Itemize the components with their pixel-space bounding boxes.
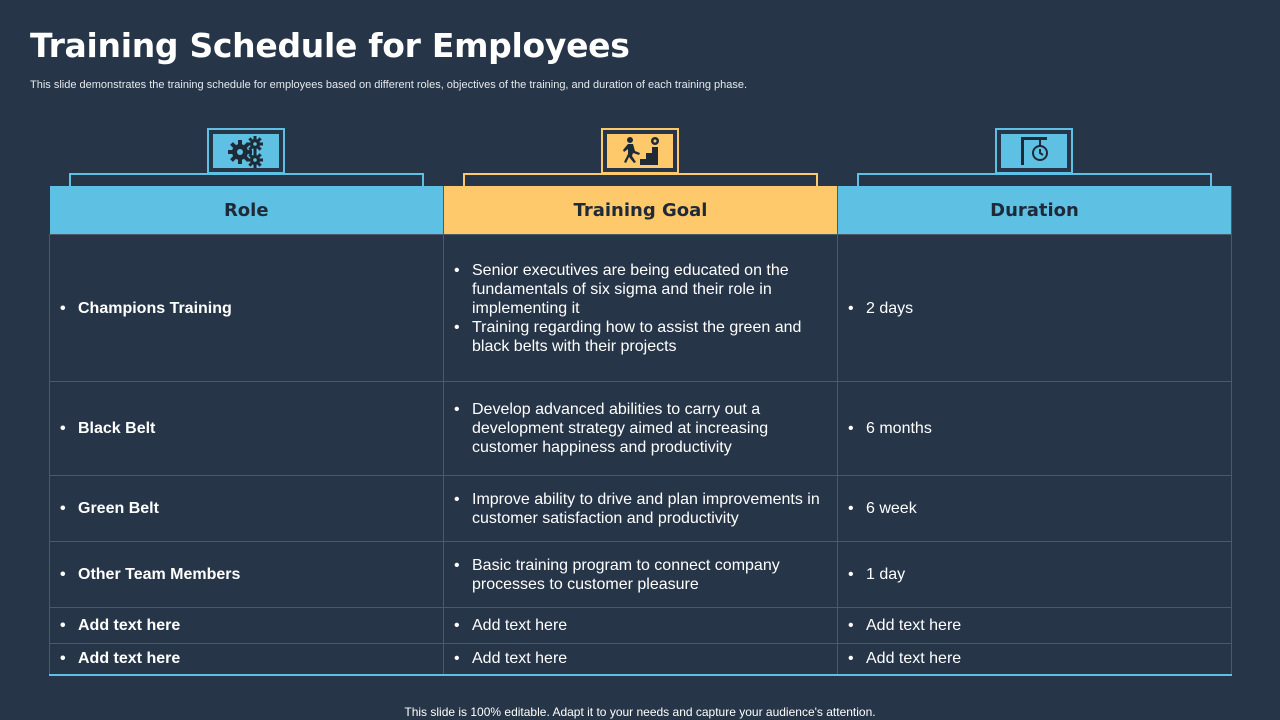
table-row xyxy=(50,608,1232,644)
duration-icon-area xyxy=(857,128,1212,186)
duration-cell xyxy=(838,235,1232,382)
footer-note: This slide is 100% editable. Adapt it to your needs and capture your audience's attention. xyxy=(404,705,876,719)
duration-text: • 1 day xyxy=(866,565,1219,584)
person-climbing-stairs-icon xyxy=(620,135,660,167)
table-row xyxy=(50,542,1232,608)
goal-text: • Senior executives are being educated on the fundamentals of six sigma and their role in implementing it xyxy=(472,261,825,318)
hanging-clock-sign-icon xyxy=(1017,135,1051,167)
goal-cell xyxy=(444,235,838,382)
duration-cell xyxy=(838,608,1232,644)
table-row xyxy=(50,382,1232,476)
role-cell xyxy=(50,476,444,542)
table-header-row xyxy=(50,186,1232,235)
role-icon-area xyxy=(69,128,424,186)
duration-cell xyxy=(838,542,1232,608)
role-cell xyxy=(50,382,444,476)
goal-cell xyxy=(444,644,838,675)
goal-cell xyxy=(444,476,838,542)
duration-cell xyxy=(838,382,1232,476)
role-icon-bar xyxy=(69,173,424,186)
duration-cell xyxy=(838,476,1232,542)
training-schedule-table xyxy=(49,186,1232,676)
duration-text: • 6 months xyxy=(866,419,1219,438)
duration-icon-bar xyxy=(857,173,1212,186)
table-row xyxy=(50,644,1232,675)
goal-icon-bar xyxy=(463,173,818,186)
duration-text: • 2 days xyxy=(866,299,1219,318)
header-training-goal: Training Goal xyxy=(444,186,838,235)
goal-cell xyxy=(444,608,838,644)
goal-icon-box xyxy=(601,128,679,174)
goal-text: • Basic training program to connect company processes to customer pleasure xyxy=(472,556,825,594)
page-title: Training Schedule for Employees xyxy=(30,26,630,65)
role-text: • Black Belt xyxy=(78,419,431,438)
role-text: • Other Team Members xyxy=(78,565,431,584)
role-text: • Champions Training xyxy=(78,299,431,318)
goal-icon-area xyxy=(463,128,818,186)
duration-cell xyxy=(838,644,1232,675)
role-cell xyxy=(50,644,444,675)
role-text: • Green Belt xyxy=(78,499,431,518)
goal-text: • Training regarding how to assist the green and black belts with their projects xyxy=(472,318,825,356)
goal-text: • Add text here xyxy=(472,616,825,635)
role-icon-box xyxy=(207,128,285,174)
duration-text: • Add text here xyxy=(866,649,1219,668)
duration-text: • Add text here xyxy=(866,616,1219,635)
header-role: Role xyxy=(50,186,444,235)
table-row xyxy=(50,476,1232,542)
gears-icon xyxy=(227,134,265,168)
goal-text: • Develop advanced abilities to carry out a development strategy aimed at increasing customer happiness and productivity xyxy=(472,400,825,457)
goal-cell xyxy=(444,542,838,608)
role-text: • Add text here xyxy=(78,616,431,635)
duration-icon-box xyxy=(995,128,1073,174)
page-subtitle: This slide demonstrates the training schedule for employees based on different roles, objectives of the training, and duration of each training phase. xyxy=(30,79,748,91)
table-row xyxy=(50,235,1232,382)
role-cell xyxy=(50,542,444,608)
role-text: • Add text here xyxy=(78,649,431,668)
duration-text: • 6 week xyxy=(866,499,1219,518)
header-duration: Duration xyxy=(838,186,1232,235)
goal-text: • Add text here xyxy=(472,649,825,668)
role-cell xyxy=(50,235,444,382)
goal-text: • Improve ability to drive and plan improvements in customer satisfaction and productivity xyxy=(472,490,825,528)
role-cell xyxy=(50,608,444,644)
goal-cell xyxy=(444,382,838,476)
